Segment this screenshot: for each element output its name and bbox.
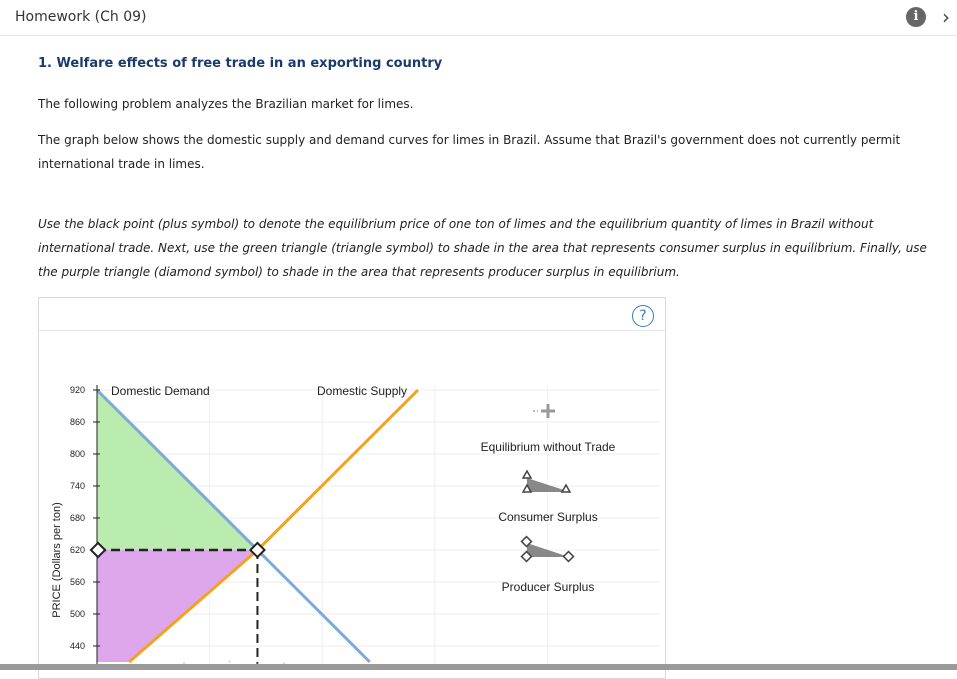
y-axis-ticks (70, 385, 100, 651)
y-tick-label: 620 (69, 545, 85, 555)
consumer-surplus-tool-label: Consumer Surplus (498, 510, 598, 524)
y-tick-label: 500 (69, 609, 85, 619)
supply-label: Domestic Supply (317, 384, 408, 398)
question-title: 1. Welfare effects of free trade in an exporting country (38, 56, 443, 71)
bottom-strip (0, 664, 957, 670)
equilibrium-tool-label: Equilibrium without Trade (480, 440, 616, 454)
instructions: Use the black point (plus symbol) to denote the equilibrium price of one ton of limes and the equilibrium quantity of limes in Brazil without international trade. Next, use the green triangle (triangle symbol) to shade in the area that represents consumer surplus in equilibrium. Finally, use the purple triangle (diamond symbol) to shade in the area that represents producer surplus in equilibrium. (38, 217, 927, 279)
info-icon[interactable]: i (906, 7, 926, 27)
y-tick-label: 800 (69, 449, 85, 459)
y-axis-label: PRICE (Dollars per ton) (51, 502, 63, 618)
assignment-title: Homework (Ch 09) (15, 9, 147, 25)
y-tick-label: 440 (69, 641, 85, 651)
help-icon[interactable]: ? (632, 305, 654, 327)
producer-surplus-area[interactable] (97, 550, 258, 662)
y-tick-label: 920 (69, 385, 85, 395)
question-paragraph-1: The following problem analyzes the Brazilian market for limes. (38, 97, 414, 111)
equilibrium-tool[interactable] (481, 404, 616, 454)
chevron-right-icon[interactable]: › (942, 5, 950, 29)
y-tick-label: 860 (69, 417, 85, 427)
plus-icon (541, 404, 555, 418)
demand-label: Domestic Demand (111, 384, 210, 398)
y-tick-label: 560 (69, 577, 85, 587)
y-tick-label: 680 (69, 513, 85, 523)
question-paragraph-2: The graph below shows the domestic supply and demand curves for limes in Brazil. Assume that Brazil's government does not currently permit international trade in limes. (38, 133, 901, 171)
producer-surplus-tool[interactable] (502, 537, 595, 594)
y-tick-label: 740 (69, 481, 85, 491)
producer-surplus-tool-label: Producer Surplus (501, 580, 595, 594)
consumer-surplus-tool[interactable] (498, 471, 597, 524)
